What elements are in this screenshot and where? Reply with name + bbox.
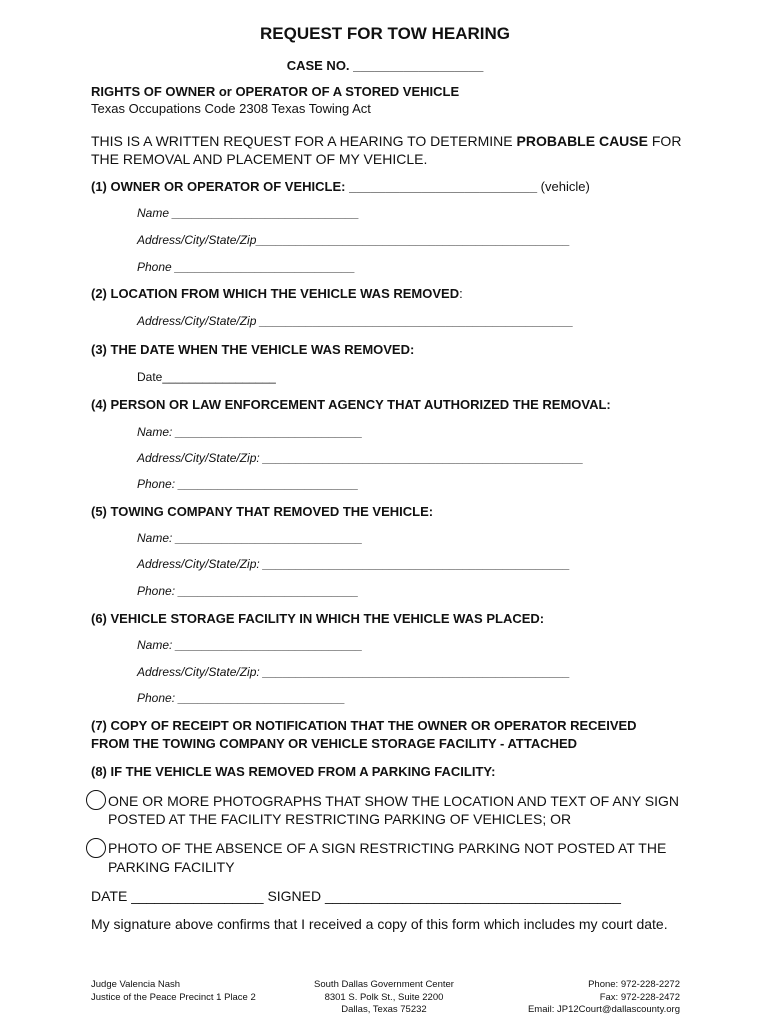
section-3-heading: (3) THE DATE WHEN THE VEHICLE WAS REMOVED:	[91, 342, 415, 357]
option-1-line-2: POSTED AT THE FACILITY RESTRICTING PARKING OF VEHICLES; OR	[108, 811, 572, 827]
case-number-field[interactable]: CASE NO. __________________	[286, 58, 484, 73]
office-city: Dallas, Texas 75232	[341, 1004, 427, 1015]
removal-date-field[interactable]: Date_________________	[137, 370, 276, 384]
option-2-line-2: PARKING FACILITY	[108, 859, 235, 875]
section-4-heading: (4) PERSON OR LAW ENFORCEMENT AGENCY THAT AUTHORIZED THE REMOVAL:	[91, 397, 611, 412]
intro-line-1	[91, 133, 681, 149]
section-2-heading	[91, 286, 463, 301]
fax-number: Fax: 972-228-2472	[599, 991, 680, 1003]
office-name: South Dallas Government Center	[314, 979, 454, 990]
owner-name-field[interactable]: Name ____________________________	[137, 206, 360, 220]
owner-address-field[interactable]: Address/City/State/Zip_______________________________________________	[137, 233, 571, 247]
section-1-heading[interactable]	[91, 179, 590, 194]
owner-operator-field[interactable]: (1) OWNER OR OPERATOR OF VEHICLE: __________________________	[91, 179, 538, 194]
footer-contact	[480, 979, 680, 1017]
owner-phone-field[interactable]: Phone ___________________________	[137, 260, 356, 274]
option-2-radio[interactable]	[86, 838, 106, 858]
intro-text-end: FOR	[647, 133, 682, 149]
authorizer-name-field[interactable]: Name: ____________________________	[137, 425, 363, 439]
section-7-line-1: (7) COPY OF RECEIPT OR NOTIFICATION THAT THE OWNER OR OPERATOR RECEIVED	[91, 718, 637, 733]
storage-facility-address-field[interactable]: Address/City/State/Zip: ______________________________________________	[137, 665, 571, 679]
towing-company-name-field[interactable]: Name: ____________________________	[137, 531, 363, 545]
intro-text: THIS IS A WRITTEN REQUEST FOR A HEARING TO DETERMINE	[91, 133, 517, 149]
email-address[interactable]: Email: JP12Court@dallascounty.org	[527, 1004, 680, 1015]
judge-name: Judge Valencia Nash	[91, 979, 181, 990]
phone-number: Phone: 972-228-2272	[588, 979, 680, 990]
footer-address	[284, 979, 484, 1017]
towing-company-address-field[interactable]: Address/City/State/Zip: ______________________________________________	[137, 557, 571, 571]
footer-judge	[91, 979, 256, 1004]
authorizer-phone-field[interactable]: Phone: ___________________________	[137, 477, 359, 491]
section-2-colon: :	[459, 286, 463, 301]
intro-line-2: THE REMOVAL AND PLACEMENT OF MY VEHICLE.	[91, 151, 428, 167]
intro-bold-text: PROBABLE CAUSE	[516, 133, 648, 149]
date-signed-line[interactable]: DATE _________________ SIGNED ______________________________________	[91, 888, 621, 904]
storage-facility-name-field[interactable]: Name: ____________________________	[137, 638, 363, 652]
office-street: 8301 S. Polk St., Suite 2200	[324, 991, 444, 1003]
towing-company-phone-field[interactable]: Phone: ___________________________	[137, 584, 359, 598]
section-2-title: (2) LOCATION FROM WHICH THE VEHICLE WAS REMOVED	[91, 286, 460, 301]
code-reference: Texas Occupations Code 2308 Texas Towing Act	[91, 101, 371, 116]
option-1-line-1: ONE OR MORE PHOTOGRAPHS THAT SHOW THE LOCATION AND TEXT OF ANY SIGN	[108, 793, 679, 809]
option-2-line-1: PHOTO OF THE ABSENCE OF A SIGN RESTRICTING PARKING NOT POSTED AT THE	[108, 840, 667, 856]
section-6-heading: (6) VEHICLE STORAGE FACILITY IN WHICH THE VEHICLE WAS PLACED:	[91, 611, 545, 626]
storage-facility-phone-field[interactable]: Phone: _________________________	[137, 691, 346, 705]
form-title: REQUEST FOR TOW HEARING	[260, 24, 510, 43]
judge-title: Justice of the Peace Precinct 1 Place 2	[91, 991, 256, 1003]
removal-location-address-field[interactable]: Address/City/State/Zip _______________________________________________	[137, 314, 574, 328]
authorizer-address-field[interactable]: Address/City/State/Zip: ________________________________________________	[137, 451, 584, 465]
rights-heading: RIGHTS OF OWNER or OPERATOR OF A STORED VEHICLE	[91, 84, 460, 99]
section-5-heading: (5) TOWING COMPANY THAT REMOVED THE VEHICLE:	[91, 504, 434, 519]
section-8-heading: (8) IF THE VEHICLE WAS REMOVED FROM A PARKING FACILITY:	[91, 764, 496, 779]
option-1-radio[interactable]	[86, 790, 106, 810]
section-7-line-2: FROM THE TOWING COMPANY OR VEHICLE STORAGE FACILITY - ATTACHED	[91, 736, 578, 751]
vehicle-suffix: (vehicle)	[537, 179, 590, 194]
confirmation-statement: My signature above confirms that I received a copy of this form which includes my court date.	[91, 916, 668, 932]
